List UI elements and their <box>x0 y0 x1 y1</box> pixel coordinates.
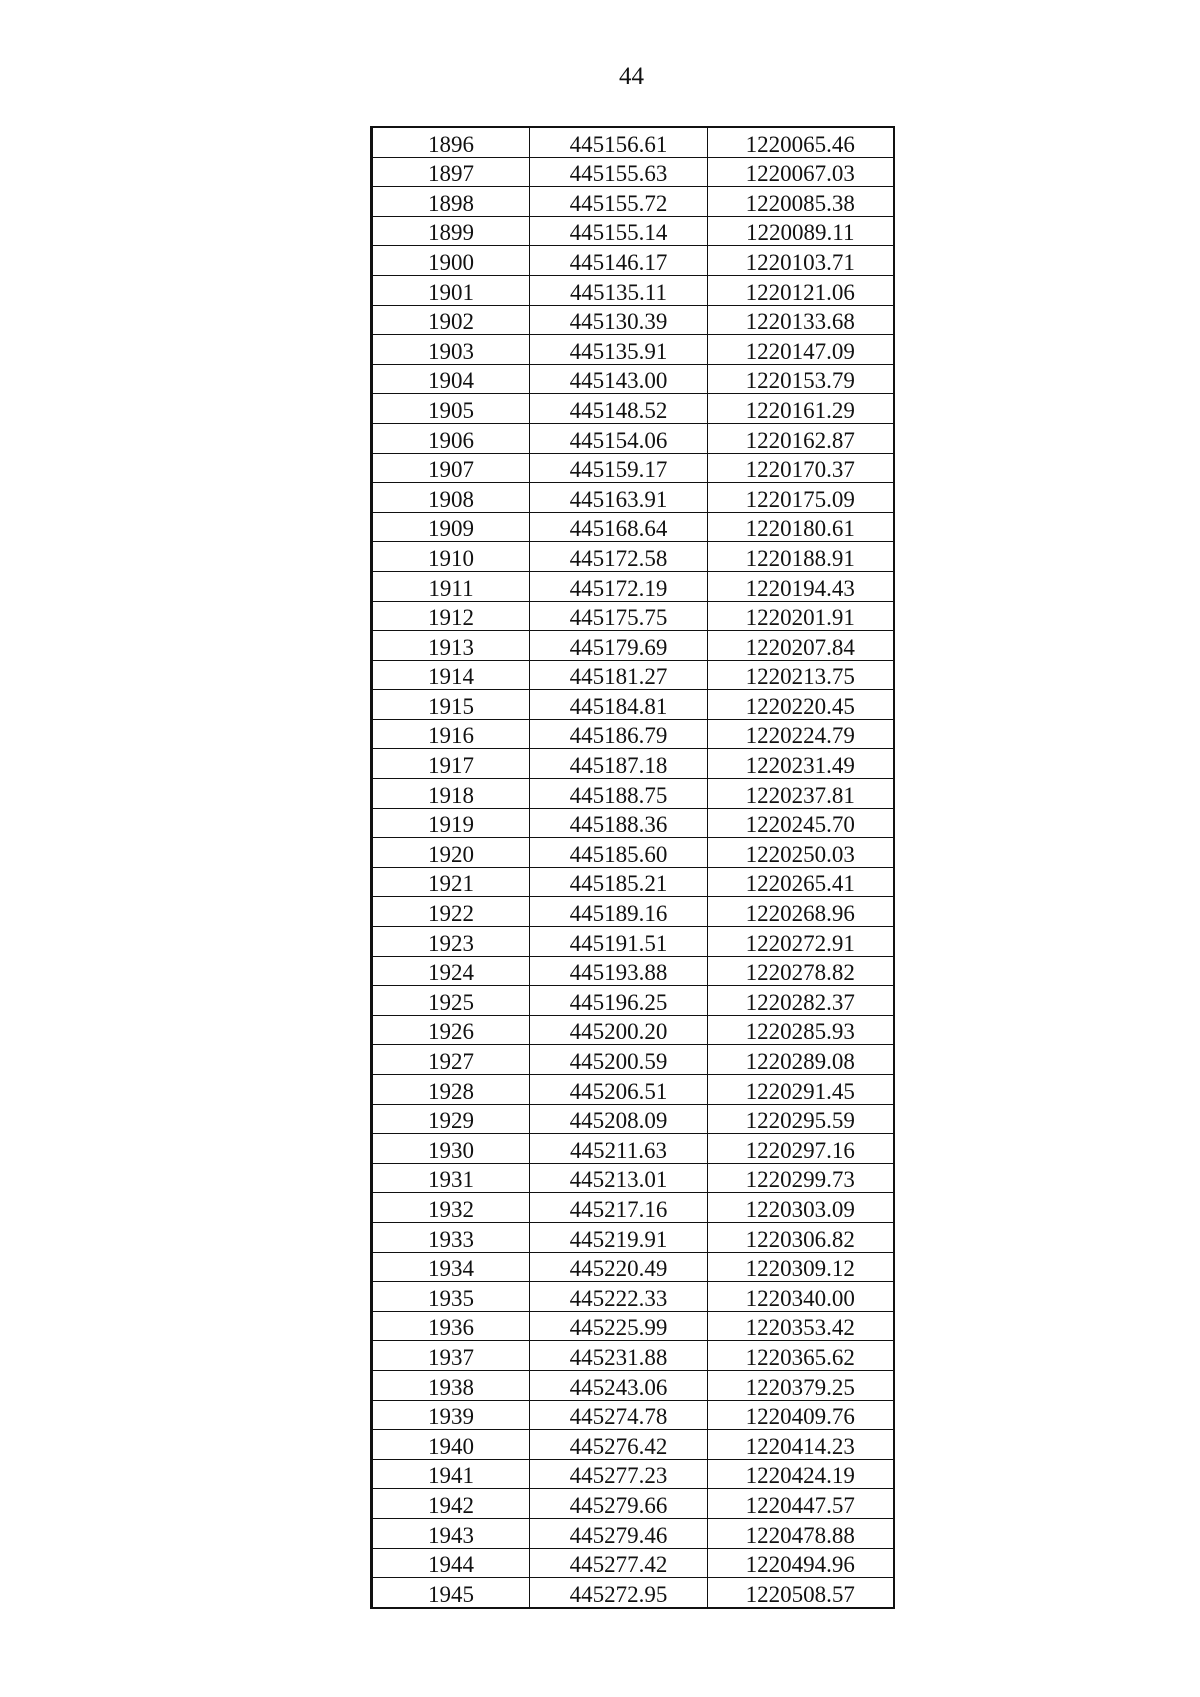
point-number-cell: 1907 <box>372 453 530 483</box>
table-row <box>372 1400 894 1430</box>
point-number-cell: 1930 <box>372 1134 530 1164</box>
y-coordinate-cell: 1220291.45 <box>708 1075 894 1105</box>
table-row <box>372 1222 894 1252</box>
x-coordinate-cell: 445135.11 <box>530 275 708 305</box>
y-coordinate-cell: 1220414.23 <box>708 1430 894 1460</box>
x-coordinate-cell: 445154.06 <box>530 423 708 453</box>
point-number-cell: 1933 <box>372 1222 530 1252</box>
y-coordinate-cell: 1220303.09 <box>708 1193 894 1223</box>
table-row <box>372 838 894 868</box>
table-row <box>372 275 894 305</box>
point-number-cell: 1920 <box>372 838 530 868</box>
y-coordinate-cell: 1220379.25 <box>708 1370 894 1400</box>
table-row <box>372 157 894 187</box>
table-row <box>372 956 894 986</box>
table-row <box>372 986 894 1016</box>
x-coordinate-cell: 445243.06 <box>530 1370 708 1400</box>
y-coordinate-cell: 1220478.88 <box>708 1518 894 1548</box>
table-row <box>372 453 894 483</box>
table-row <box>372 719 894 749</box>
point-number-cell: 1924 <box>372 956 530 986</box>
table-row <box>372 1252 894 1282</box>
x-coordinate-cell: 445185.21 <box>530 867 708 897</box>
table-row <box>372 394 894 424</box>
y-coordinate-cell: 1220278.82 <box>708 956 894 986</box>
y-coordinate-cell: 1220245.70 <box>708 808 894 838</box>
table-row <box>372 1075 894 1105</box>
point-number-cell: 1900 <box>372 246 530 276</box>
y-coordinate-cell: 1220213.75 <box>708 660 894 690</box>
y-coordinate-cell: 1220250.03 <box>708 838 894 868</box>
point-number-cell: 1897 <box>372 157 530 187</box>
point-number-cell: 1939 <box>372 1400 530 1430</box>
table-row <box>372 512 894 542</box>
y-coordinate-cell: 1220188.91 <box>708 542 894 572</box>
y-coordinate-cell: 1220306.82 <box>708 1222 894 1252</box>
point-number-cell: 1942 <box>372 1489 530 1519</box>
table-row <box>372 660 894 690</box>
table-row <box>372 1163 894 1193</box>
coordinates-table <box>370 126 895 1609</box>
point-number-cell: 1906 <box>372 423 530 453</box>
y-coordinate-cell: 1220297.16 <box>708 1134 894 1164</box>
point-number-cell: 1911 <box>372 571 530 601</box>
point-number-cell: 1935 <box>372 1282 530 1312</box>
point-number-cell: 1941 <box>372 1459 530 1489</box>
y-coordinate-cell: 1220103.71 <box>708 246 894 276</box>
table-row <box>372 1578 894 1608</box>
x-coordinate-cell: 445279.46 <box>530 1518 708 1548</box>
point-number-cell: 1904 <box>372 364 530 394</box>
x-coordinate-cell: 445172.19 <box>530 571 708 601</box>
point-number-cell: 1909 <box>372 512 530 542</box>
point-number-cell: 1914 <box>372 660 530 690</box>
y-coordinate-cell: 1220424.19 <box>708 1459 894 1489</box>
table-row <box>372 483 894 513</box>
y-coordinate-cell: 1220447.57 <box>708 1489 894 1519</box>
page-number: 44 <box>619 63 644 90</box>
point-number-cell: 1913 <box>372 631 530 661</box>
x-coordinate-cell: 445155.14 <box>530 216 708 246</box>
point-number-cell: 1937 <box>372 1341 530 1371</box>
table-row <box>372 246 894 276</box>
point-number-cell: 1916 <box>372 719 530 749</box>
point-number-cell: 1918 <box>372 779 530 809</box>
y-coordinate-cell: 1220353.42 <box>708 1311 894 1341</box>
y-coordinate-cell: 1220162.87 <box>708 423 894 453</box>
x-coordinate-cell: 445200.20 <box>530 1015 708 1045</box>
point-number-cell: 1905 <box>372 394 530 424</box>
point-number-cell: 1912 <box>372 601 530 631</box>
y-coordinate-cell: 1220265.41 <box>708 867 894 897</box>
y-coordinate-cell: 1220175.09 <box>708 483 894 513</box>
point-number-cell: 1899 <box>372 216 530 246</box>
x-coordinate-cell: 445156.61 <box>530 127 708 157</box>
y-coordinate-cell: 1220161.29 <box>708 394 894 424</box>
table-row <box>372 1370 894 1400</box>
point-number-cell: 1934 <box>372 1252 530 1282</box>
table-row <box>372 216 894 246</box>
table-row <box>372 187 894 217</box>
table-row <box>372 749 894 779</box>
point-number-cell: 1919 <box>372 808 530 838</box>
y-coordinate-cell: 1220224.79 <box>708 719 894 749</box>
x-coordinate-cell: 445135.91 <box>530 335 708 365</box>
x-coordinate-cell: 445186.79 <box>530 719 708 749</box>
y-coordinate-cell: 1220285.93 <box>708 1015 894 1045</box>
x-coordinate-cell: 445231.88 <box>530 1341 708 1371</box>
point-number-cell: 1928 <box>372 1075 530 1105</box>
x-coordinate-cell: 445159.17 <box>530 453 708 483</box>
table-row <box>372 1104 894 1134</box>
table-row <box>372 1459 894 1489</box>
y-coordinate-cell: 1220220.45 <box>708 690 894 720</box>
y-coordinate-cell: 1220272.91 <box>708 927 894 957</box>
coordinates-table-body <box>372 127 894 1608</box>
x-coordinate-cell: 445179.69 <box>530 631 708 661</box>
table-row <box>372 1489 894 1519</box>
x-coordinate-cell: 445222.33 <box>530 1282 708 1312</box>
x-coordinate-cell: 445184.81 <box>530 690 708 720</box>
y-coordinate-cell: 1220289.08 <box>708 1045 894 1075</box>
y-coordinate-cell: 1220201.91 <box>708 601 894 631</box>
table-row <box>372 335 894 365</box>
table-row <box>372 631 894 661</box>
y-coordinate-cell: 1220121.06 <box>708 275 894 305</box>
x-coordinate-cell: 445187.18 <box>530 749 708 779</box>
y-coordinate-cell: 1220299.73 <box>708 1163 894 1193</box>
x-coordinate-cell: 445189.16 <box>530 897 708 927</box>
table-row <box>372 1015 894 1045</box>
y-coordinate-cell: 1220340.00 <box>708 1282 894 1312</box>
point-number-cell: 1915 <box>372 690 530 720</box>
x-coordinate-cell: 445175.75 <box>530 601 708 631</box>
y-coordinate-cell: 1220282.37 <box>708 986 894 1016</box>
point-number-cell: 1943 <box>372 1518 530 1548</box>
x-coordinate-cell: 445277.23 <box>530 1459 708 1489</box>
x-coordinate-cell: 445163.91 <box>530 483 708 513</box>
x-coordinate-cell: 445276.42 <box>530 1430 708 1460</box>
x-coordinate-cell: 445143.00 <box>530 364 708 394</box>
point-number-cell: 1902 <box>372 305 530 335</box>
x-coordinate-cell: 445225.99 <box>530 1311 708 1341</box>
point-number-cell: 1944 <box>372 1548 530 1578</box>
table-row <box>372 601 894 631</box>
x-coordinate-cell: 445146.17 <box>530 246 708 276</box>
point-number-cell: 1923 <box>372 927 530 957</box>
table-row <box>372 1518 894 1548</box>
x-coordinate-cell: 445217.16 <box>530 1193 708 1223</box>
y-coordinate-cell: 1220180.61 <box>708 512 894 542</box>
x-coordinate-cell: 445279.66 <box>530 1489 708 1519</box>
table-row <box>372 1311 894 1341</box>
x-coordinate-cell: 445188.75 <box>530 779 708 809</box>
x-coordinate-cell: 445155.72 <box>530 187 708 217</box>
y-coordinate-cell: 1220295.59 <box>708 1104 894 1134</box>
y-coordinate-cell: 1220409.76 <box>708 1400 894 1430</box>
table-row <box>372 364 894 394</box>
x-coordinate-cell: 445181.27 <box>530 660 708 690</box>
table-row <box>372 542 894 572</box>
y-coordinate-cell: 1220170.37 <box>708 453 894 483</box>
y-coordinate-cell: 1220089.11 <box>708 216 894 246</box>
point-number-cell: 1896 <box>372 127 530 157</box>
table-row <box>372 779 894 809</box>
table-row <box>372 808 894 838</box>
x-coordinate-cell: 445155.63 <box>530 157 708 187</box>
y-coordinate-cell: 1220085.38 <box>708 187 894 217</box>
y-coordinate-cell: 1220231.49 <box>708 749 894 779</box>
x-coordinate-cell: 445191.51 <box>530 927 708 957</box>
table-row <box>372 1193 894 1223</box>
table-row <box>372 423 894 453</box>
point-number-cell: 1921 <box>372 867 530 897</box>
table-row <box>372 1341 894 1371</box>
x-coordinate-cell: 445206.51 <box>530 1075 708 1105</box>
point-number-cell: 1903 <box>372 335 530 365</box>
point-number-cell: 1936 <box>372 1311 530 1341</box>
y-coordinate-cell: 1220153.79 <box>708 364 894 394</box>
point-number-cell: 1940 <box>372 1430 530 1460</box>
y-coordinate-cell: 1220133.68 <box>708 305 894 335</box>
table-row <box>372 571 894 601</box>
x-coordinate-cell: 445219.91 <box>530 1222 708 1252</box>
point-number-cell: 1929 <box>372 1104 530 1134</box>
x-coordinate-cell: 445211.63 <box>530 1134 708 1164</box>
point-number-cell: 1932 <box>372 1193 530 1223</box>
x-coordinate-cell: 445274.78 <box>530 1400 708 1430</box>
table-row <box>372 1134 894 1164</box>
table-row <box>372 867 894 897</box>
table-row <box>372 1548 894 1578</box>
table-row <box>372 127 894 157</box>
point-number-cell: 1922 <box>372 897 530 927</box>
y-coordinate-cell: 1220508.57 <box>708 1578 894 1608</box>
y-coordinate-cell: 1220194.43 <box>708 571 894 601</box>
point-number-cell: 1898 <box>372 187 530 217</box>
table-row <box>372 305 894 335</box>
point-number-cell: 1931 <box>372 1163 530 1193</box>
y-coordinate-cell: 1220309.12 <box>708 1252 894 1282</box>
y-coordinate-cell: 1220067.03 <box>708 157 894 187</box>
point-number-cell: 1926 <box>372 1015 530 1045</box>
x-coordinate-cell: 445148.52 <box>530 394 708 424</box>
x-coordinate-cell: 445196.25 <box>530 986 708 1016</box>
point-number-cell: 1917 <box>372 749 530 779</box>
table-row <box>372 927 894 957</box>
x-coordinate-cell: 445130.39 <box>530 305 708 335</box>
point-number-cell: 1945 <box>372 1578 530 1608</box>
x-coordinate-cell: 445220.49 <box>530 1252 708 1282</box>
table-row <box>372 690 894 720</box>
y-coordinate-cell: 1220065.46 <box>708 127 894 157</box>
y-coordinate-cell: 1220147.09 <box>708 335 894 365</box>
x-coordinate-cell: 445168.64 <box>530 512 708 542</box>
x-coordinate-cell: 445188.36 <box>530 808 708 838</box>
x-coordinate-cell: 445200.59 <box>530 1045 708 1075</box>
point-number-cell: 1938 <box>372 1370 530 1400</box>
table-row <box>372 1430 894 1460</box>
y-coordinate-cell: 1220237.81 <box>708 779 894 809</box>
x-coordinate-cell: 445272.95 <box>530 1578 708 1608</box>
table-row <box>372 1045 894 1075</box>
x-coordinate-cell: 445193.88 <box>530 956 708 986</box>
point-number-cell: 1925 <box>372 986 530 1016</box>
x-coordinate-cell: 445172.58 <box>530 542 708 572</box>
point-number-cell: 1908 <box>372 483 530 513</box>
x-coordinate-cell: 445277.42 <box>530 1548 708 1578</box>
y-coordinate-cell: 1220365.62 <box>708 1341 894 1371</box>
point-number-cell: 1927 <box>372 1045 530 1075</box>
point-number-cell: 1901 <box>372 275 530 305</box>
y-coordinate-cell: 1220268.96 <box>708 897 894 927</box>
table-row <box>372 897 894 927</box>
x-coordinate-cell: 445185.60 <box>530 838 708 868</box>
x-coordinate-cell: 445213.01 <box>530 1163 708 1193</box>
y-coordinate-cell: 1220494.96 <box>708 1548 894 1578</box>
point-number-cell: 1910 <box>372 542 530 572</box>
y-coordinate-cell: 1220207.84 <box>708 631 894 661</box>
table-row <box>372 1282 894 1312</box>
x-coordinate-cell: 445208.09 <box>530 1104 708 1134</box>
